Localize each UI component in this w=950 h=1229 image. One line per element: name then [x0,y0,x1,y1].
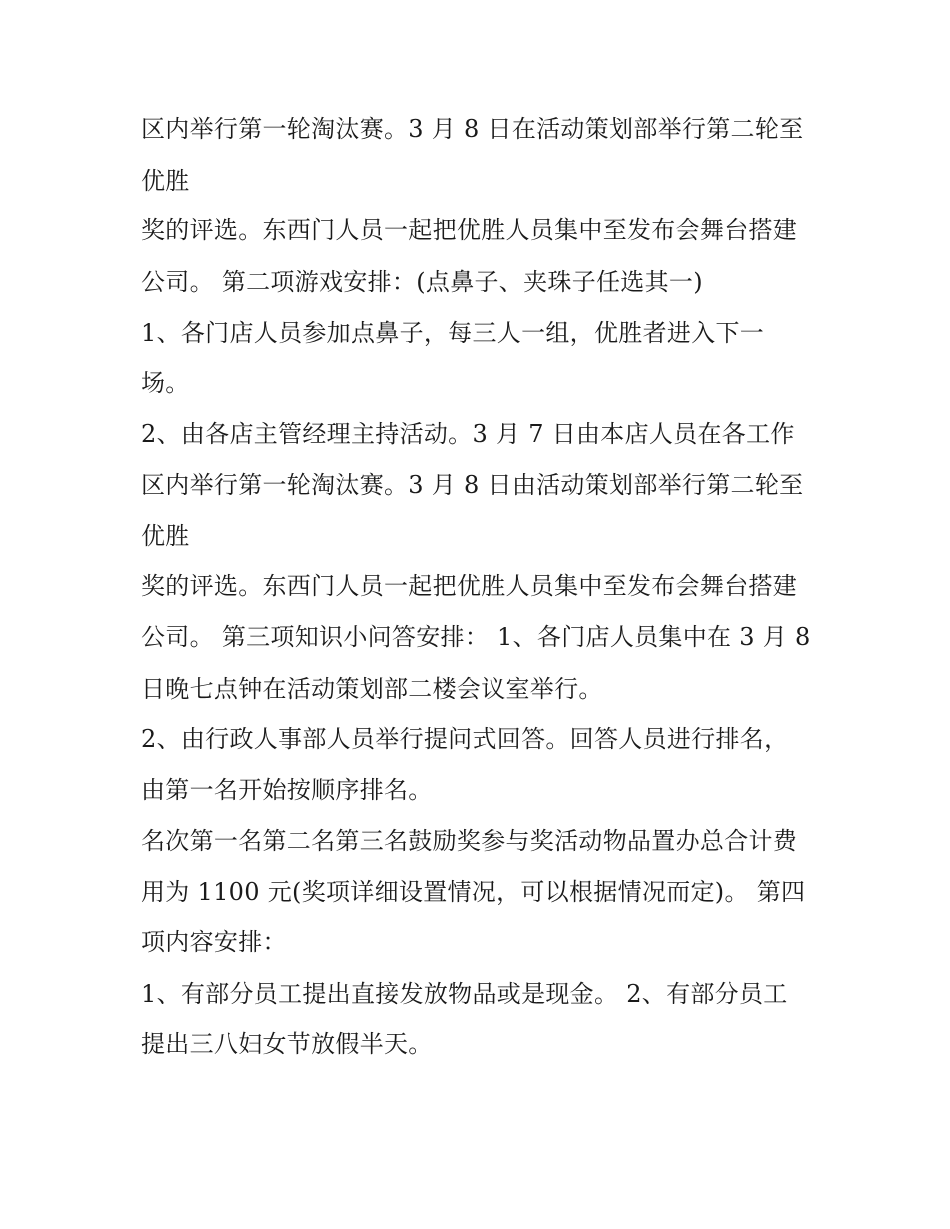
text-line: 场。 [141,369,190,397]
text-line: 1、各门店人员参加点鼻子，每三人一组，优胜者进入下一 [141,319,765,347]
text-line: 公司。 第二项游戏安排：(点鼻子、夹珠子任选其一) [141,268,703,296]
text-line: 用为 1100 元(奖项详细设置情况，可以根据情况而定)。 第四 [141,878,806,906]
text-line: 由第一名开始按顺序排名。 [141,776,433,804]
text-line: 奖的评选。东西门人员一起把优胜人员集中至发布会舞台搭建 [141,216,798,244]
text-line: 日晚七点钟在活动策划部二楼会议室举行。 [141,675,603,703]
text-line: 奖的评选。东西门人员一起把优胜人员集中至发布会舞台搭建 [141,572,798,600]
text-line: 区内举行第一轮淘汰赛。3 月 8 日由活动策划部举行第二轮至 [141,471,804,499]
text-line: 优胜 [141,522,190,550]
text-line: 公司。 第三项知识小问答安排： 1、各门店人员集中在 3 月 8 [141,623,811,651]
text-line: 2、由行政人事部人员举行提问式回答。回答人员进行排名， [141,725,789,753]
text-line: 项内容安排： [141,928,287,956]
text-line: 区内举行第一轮淘汰赛。3 月 8 日在活动策划部举行第二轮至 [141,115,804,143]
text-line: 名次第一名第二名第三名鼓励奖参与奖活动物品置办总合计费 [141,827,798,855]
text-line: 提出三八妇女节放假半天。 [141,1030,433,1058]
text-line: 优胜 [141,167,190,195]
text-line: 2、由各店主管经理主持活动。3 月 7 日由本店人员在各工作 [141,420,795,448]
text-line: 1、有部分员工提出直接发放物品或是现金。 2、有部分员工 [141,980,788,1008]
